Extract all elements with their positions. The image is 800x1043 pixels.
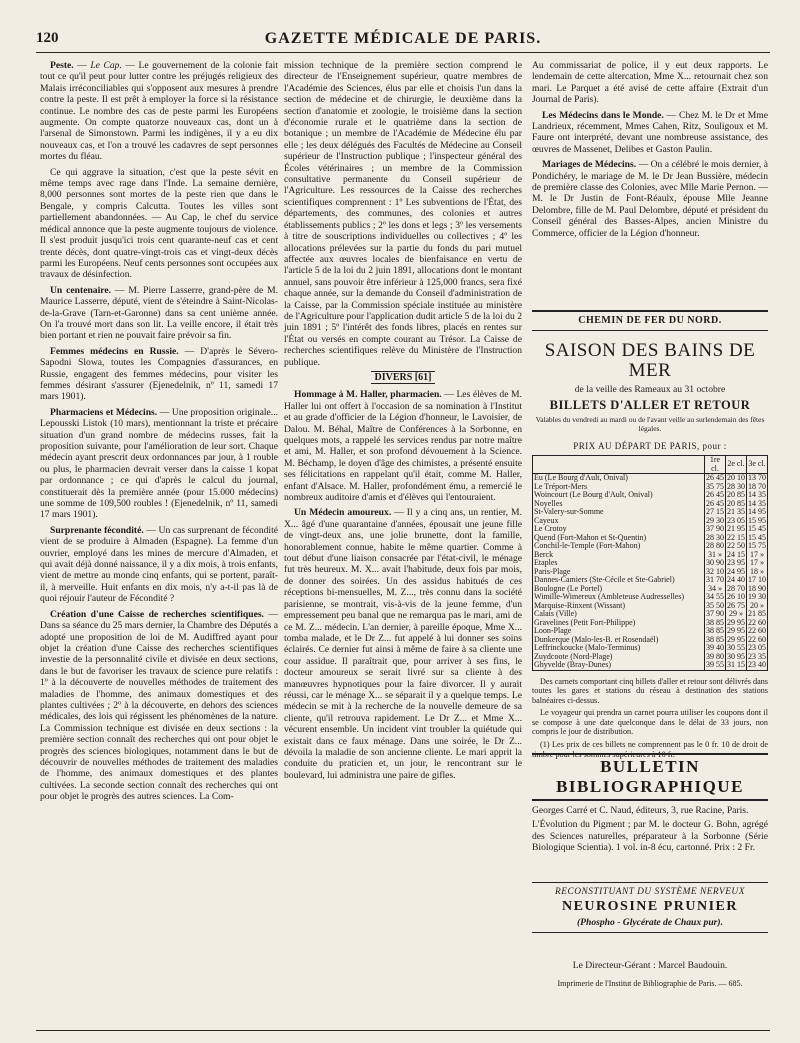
destination-cell: Étaples: [533, 559, 705, 568]
director-line: Le Directeur-Gérant : Marcel Baudouin.: [572, 960, 728, 971]
article-centenaire: [40, 285, 278, 342]
page-footer: [532, 960, 768, 988]
season-title: SAISON DES BAINS DE MER: [544, 340, 756, 381]
price-cell: 28 70: [727, 583, 745, 593]
destination-cell: Quend (Fort-Mahon et St-Quentin): [533, 534, 705, 543]
article-heading: Création d'une Caisse de recherches scientifiques.: [50, 608, 264, 620]
price-cell: 17 »: [747, 559, 768, 568]
price-cell: 37 90: [706, 609, 724, 618]
price-cell: 29 95: [727, 626, 745, 635]
header-rule: [36, 52, 770, 53]
footer-rule: [36, 1030, 770, 1031]
price-cell: 29 95: [727, 634, 745, 644]
tickets-title: BILLETS D'ALLER ET RETOUR: [549, 398, 751, 412]
price-cell: 26 10: [727, 592, 745, 601]
price-cell: 39 80: [706, 651, 724, 661]
price-cell: 30 55: [727, 643, 745, 652]
ad-product-name: NEUROSINE PRUNIER: [561, 899, 739, 914]
price-cell: 23 95: [727, 558, 745, 567]
price-cell: 18 70: [748, 481, 766, 491]
price-cell: 39 55: [706, 660, 724, 669]
article-place: Le Cap.: [90, 60, 122, 71]
article-medecins-monde: [532, 110, 768, 156]
article-medecin-amoureux: [284, 507, 522, 781]
section-heading-divers: [284, 372, 522, 383]
price-cell: 34 55: [706, 592, 724, 601]
price-table: [532, 455, 768, 671]
column-header: 3e cl.: [747, 456, 768, 474]
price-cell: 22 15: [727, 532, 745, 542]
price-cell: 35 75: [706, 481, 724, 491]
price-table-row: [533, 661, 768, 670]
destination-cell: Dannes-Camiers (Ste-Cécile et Ste-Gabriel): [533, 576, 705, 585]
price-cell: 20 10: [727, 473, 745, 482]
price-cell: 38 85: [706, 634, 724, 644]
article-caisse-recherches: [40, 609, 278, 803]
destination-cell: Boulogne (Le Portel): [533, 585, 705, 594]
price-cell: 39 40: [706, 643, 724, 652]
column-1: [40, 60, 278, 807]
page-header: [36, 28, 770, 50]
price-cell: 24 40: [727, 575, 745, 584]
price-cell: 15 75: [748, 541, 766, 550]
article-body: — Le gouvernement de la colonie fait tout ce qu'il peut pour lutter contre les préjugés religieux des Malais irréconciliables qui s'opposent aux mesures à prendre contre la peste. Il est prêt à employer la force si la résistance continue. Le nombre des cas de peste parmi les Européens augmente. On compte quatorze nouveaux cas, dont un à l'arsenal de Simonstown. Parmi les indigènes, il y a eu dix nouveaux cas, et l'on a trouvé les cadavres de sept personnes mortes du fléau.: [40, 60, 279, 163]
price-cell: 26 45: [706, 473, 724, 482]
article-body: — Une proposition originale... Lepousski Listok (10 mars), mentionnant la triste et précaire situation d'un grand nombre de médecins russes, fait la proposition suivante, pour l'amélioration de leur sort. Chaque médecin ayant prescrit deux ordonnances par jour, à 1 rouble ou plus, le pharmacien devrait verser dans la caisse 1 kopat par ordonnance ; ce qui d'après le calcul du journal, constituerait dès la première année (pour 15.000 médecins) une somme de 109,500 roubles ! (Ejenedelnik, nº 11, samedi 17 mars 1901).: [40, 406, 278, 521]
destination-cell: Le Crotoy: [533, 525, 705, 534]
price-cell: 14 35: [748, 490, 766, 499]
price-cell: 22 60: [748, 634, 766, 644]
bulletin-bibliographique: [532, 753, 768, 857]
destination-cell: Eu (Le Bourg d'Ault, Onival): [533, 474, 705, 483]
price-cell: 35 50: [706, 600, 724, 610]
bulletin-banner: BULLETIN BIBLIOGRAPHIQUE: [532, 753, 768, 801]
destination-cell: Woincourt (Le Bourg d'Ault, Onival): [533, 491, 705, 500]
destination-cell: Marquise-Rinxent (Wissant): [533, 602, 705, 611]
destination-cell: Zuydcoote (Nord-Plage): [533, 653, 705, 662]
article-heading: Surprenante fécondité.: [50, 524, 144, 536]
article-heading: Mariages de Médecins.: [542, 159, 637, 171]
price-cell: 24 95: [727, 566, 745, 576]
article-body: — D'après le Sévero-Sapodni Slowa, toutes les Compagnies d'assurances, en Russie, engagent des femmes médecins, pour visiter les femmes désirant s'assurer (Ejenedelnik, nº 11, samedi 17 mars 1901).: [40, 345, 278, 403]
article-body: — On a célébré le mois dernier, à Pondichéry, le mariage de M. le Dr Jean Bussière, médecin de première classe des Colonies, avec Mlle Marie Pernon. — M. le Dr Justin de Font-Réaulx, épouse Mlle Jeanne Delombre, fille de M. Paul Delombre, député et président du Conseil général des Basses-Alpes, ancien Ministre du Commerce, officier de la Légion d'honneur.: [532, 159, 768, 239]
article-peste-continued: Ce qui aggrave la situation, c'est que la peste sévit en même temps avec rage dans l'Inde. La semaine dernière, 8,000 personnes sont mortes de la peste rien que dans le Bengale, y compris Calcutta. Toutes les villes sont partiellement abandonnées. — Au Cap, le chef du service médical annonce que la peste augmente toujours de violence. Il s'est produit jusqu'ici trois cent quarante-neuf cas et cent trente décès, dont quatre-vingt-trois cas et vingt-deux décès parmi les Européens. Neuf cents personnes sont occupées aux travaux de désinfection.: [40, 166, 278, 281]
price-cell: 31 70: [706, 575, 724, 584]
divers-label: DIVERS [61]: [371, 371, 436, 384]
article-haller: [284, 389, 522, 503]
price-cell: 14 35: [748, 498, 766, 508]
price-table-header-row: [533, 456, 768, 474]
column-header: 1re cl.: [705, 456, 726, 474]
price-cell: 27 15: [706, 507, 724, 516]
price-cell: 23 05: [727, 515, 745, 525]
price-cell: 15 45: [748, 524, 766, 533]
article-heading: Un centenaire.: [50, 284, 111, 296]
price-cell: 38 85: [706, 617, 724, 627]
ad-tagline: RECONSTITUANT DU SYSTÈME NERVEUX: [555, 887, 745, 897]
article-heading: Les Médecins dans le Monde.: [542, 109, 664, 121]
column-3: [532, 60, 768, 243]
price-cell: 26 75: [727, 600, 745, 610]
article-pharmaciens: [40, 407, 278, 521]
column-header: [533, 456, 705, 474]
price-cell: 18 90: [748, 583, 766, 593]
price-cell: 21 95: [727, 524, 745, 533]
destination-cell: Paris-Plage: [533, 568, 705, 577]
price-cell: 13 70: [748, 473, 766, 482]
bulletin-editors: Georges Carré et C. Naud, éditeurs, 3, rue Racine, Paris.: [532, 805, 749, 816]
price-cell: 20 85: [727, 498, 745, 508]
destination-cell: Loon-Plage: [533, 627, 705, 636]
tickets-validity: Valables du vendredi au mardi ou de l'avant veille au surlendemain des fêtes légales.: [535, 415, 765, 433]
price-cell: 29 95: [727, 617, 745, 627]
railway-company: CHEMIN DE FER DU NORD.: [532, 310, 768, 331]
ad-description: (Phospho - Glycérate de Chaux pur).: [576, 917, 724, 928]
price-cell: 29 30: [706, 515, 724, 525]
railway-note: Le voyageur qui prendra un carnet pourra utiliser les coupons dont il se compose à une date quelconque dans le délai de 33 jours, non compris le jour de distribution.: [532, 708, 768, 737]
price-cell: 20 »: [747, 602, 768, 611]
price-table-body: [533, 474, 768, 671]
price-cell: 23 05: [748, 643, 766, 652]
price-cell: 15 95: [748, 515, 766, 525]
price-cell: 15 45: [748, 532, 766, 542]
price-cell: 23 35: [748, 651, 766, 661]
journal-title: GAZETTE MÉDICALE DE PARIS.: [264, 30, 542, 47]
price-cell: 20 85: [727, 490, 745, 499]
printer-imprint: Imprimerie de l'Institut de Bibliographie de Paris. — 685.: [557, 979, 743, 988]
price-cell: 26 45: [706, 498, 724, 508]
price-table-title: PRIX AU DÉPART DE PARIS, pour :: [573, 441, 727, 451]
destination-cell: Noyelles: [533, 500, 705, 509]
article-body: — Chez M. le Dr et Mme Landrieux, récemment, Mmes Cahen, Ritz, Souligoux et M. Faure ont interprété, devant une nombreuse assistance, des œuvres de Massenet, Delibes et Gaston Paulin.: [532, 109, 768, 155]
article-body: — Dans sa séance du 25 mars dernier, la Chambre des Députés a adopté une proposition de loi de M. Audiffred ayant pour objet la création d'une Caisse des recherches scientifiques investie de la personnalité civile et divisée en deux sections, dans le but de favoriser les travaux de science pure relatifs : 1º à la découverte de nouvelles méthodes de traitement des maladies de l'homme, des animaux domestiques et des plantes cultivées ; 2º à la découverte, en dehors des sciences médicales, des lois qui régissent les phénomènes de la nature. La Commission technique est divisée en deux sections : la première section connaît des recherches qui ont pour objet le progrès des sciences biologiques, notamment dans le but de découvrir de nouvelles méthodes de traitement des maladies de l'homme, des animaux domestiques et des plantes cultivées. La seconde section connaît des recherches qui ont pour objet le progrès des autres sciences. La Com-: [40, 608, 278, 803]
price-cell: 31 15: [727, 660, 745, 669]
article-body: — Un cas surprenant de fécondité vient de se produire à Almaden (Espagne). La femme d'un ouvrier, employé dans les mines de mercure d'Almaden, et qui avait déjà donné naissance, il y a dix mois, à trois enfants, vient de mettre au monde cinq enfants, qui se portent, paraît-il, à merveille. Huit enfants en dix mois, n'y a-t-il pas là de quoi réjouir l'auteur de Fécondité ?: [40, 524, 279, 605]
article-body: — M. Pierre Lasserre, grand-père de M. Maurice Lasserre, député, vient de s'éteindre à Saint-Nicolas-de-la-Grave (Tarn-et-Garonne) dans sa cent unième année. On l'a trouvé mort dans son lit. La veille encore, il était très bien portant et rien ne pouvait faire prévoir sa fin.: [40, 284, 279, 342]
bulletin-book-entry: L'Évolution du Pigment ; par M. le docteur G. Bohn, agrégé des Sciences naturelles, préparateur à la Sorbonne (Série Biologique Scientia). 1 vol. in-8 écu, cartonné. Prix : 2 Fr.: [532, 819, 768, 854]
column-2: [284, 60, 522, 785]
price-cell: 22 60: [748, 617, 766, 627]
price-cell: 17 10: [748, 575, 766, 584]
price-cell: 21 35: [727, 507, 745, 516]
price-cell: 14 95: [748, 507, 766, 516]
destination-cell: Le Tréport-Mers: [533, 483, 705, 492]
article-heading: Femmes médecins en Russie.: [50, 345, 179, 357]
article-heading: Peste.: [50, 60, 74, 71]
price-cell: 37 90: [706, 524, 724, 533]
price-cell: 18 »: [747, 568, 768, 577]
article-heading: Un Médecin amoureux.: [294, 507, 392, 519]
railway-note: Des carnets comportant cinq billets d'aller et retour sont délivrés dans toutes les gares et stations du réseau à destination des stations balnéaires ci-dessus.: [532, 676, 768, 705]
destination-cell: Calais (Ville): [533, 610, 705, 619]
railway-notes: [532, 677, 768, 760]
article-body: — Il y a cinq ans, un rentier, M. X... âgé d'une quarantaine d'années, épousait une jeune fille de vingt-deux ans, une jolie brunette, dont la famille, honorablement connue, habite le même quartier. Comme à tout début d'une liaison consacrée par l'état-civil, le ménage fut très heureux. M. X... avait l'habitude, deux fois par mois, de donner des soirées. Un des assidus habitués de ces réceptions bi-mensuelles, M. Z..., très connu dans la société parisienne, se montrait, vis-à-vis de la jeune femme, d'un empressement peu banal que ne remarqua pas le mari, ami de ce M. Z... médecin. L'an dernier, à pareille époque, Mme X... tomba malade, et le Dr Z... fut appelé à lui donner ses soins éclairés. Ce dernier fut ainsi à même de faire à sa cliente une cour assidue. Il paraîtrait que, pour arriver à ses fins, le docteur amoureux se serait livré sur sa cliente à des manœuvres hypnotiques pour la faire divorcer. Il y aurait réussi, car le ménage X... se séparait il y a quelque temps. Le médecin se mit à la recherche de la nouvelle demeure de sa cliente, qu'il retrouva rapidement. Le Dr Z... et Mme X... vécurent ensemble. Un incident vint troubler la quiétude qui existait dans ce faux ménage. Dans une soirée, le Dr Z... dévoila la maladie de son ancienne cliente. Le mari apprit la conduite du praticien et, un jour, le rencontrant sur le boulevard, lui administra une paire de gifles.: [284, 507, 522, 781]
price-cell: 28 30: [706, 532, 724, 542]
price-cell: 28 80: [706, 541, 724, 550]
price-cell: 31 »: [705, 551, 726, 560]
railway-note: (1) Les prix de ces billets ne comprennent pas le 0 fr. 10 de droit de timbre pour les sommes supérieures à 10 fr.: [532, 740, 768, 759]
page-number: 120: [36, 30, 59, 46]
article-heading: Hommage à M. Haller, pharmacien.: [294, 389, 442, 401]
destination-cell: Ghyvelde (Bray-Dunes): [533, 661, 705, 670]
destination-cell: Wimille-Wimereux (Ambleteuse Audresselles): [533, 593, 705, 602]
price-cell: 19 30: [748, 592, 766, 601]
destination-cell: Gravelines (Petit Fort-Philippe): [533, 619, 705, 628]
neurosine-advertisement: [532, 882, 768, 933]
price-cell: 21 85: [748, 609, 766, 618]
destination-cell: Dunkerque (Malo-les-B. et Rosendaël): [533, 636, 705, 645]
destination-cell: Berck: [533, 551, 705, 560]
railway-advertisement: [532, 310, 768, 762]
article-body: — Les élèves de M. Haller lui ont offert à l'occasion de sa nomination à l'Institut et au grade d'officier de la Légion d'honneur, le Lavoisier, de Dalou. M. Béhal, Maître de Conférences à la Sorbonne, en quelques mots, a rappelé les services rendus par notre maître et ami, M. Haller, et son profond dévouement à la Science. M. Béchamp, le doyen d'âge des chimistes, a présenté ensuite ses félicitations en rappelant qu'il était, comme M. Haller, enfant d'Alsace. M. Haller, profondément ému, a remercié le nombreux auditoire d'amis et d'élèves qui l'entouraient.: [284, 389, 522, 504]
price-cell: 34 »: [705, 585, 726, 594]
price-cell: 26 45: [706, 490, 724, 499]
destination-cell: Conchil-le-Temple (Fort-Mahon): [533, 542, 705, 551]
price-cell: 23 40: [748, 660, 766, 669]
price-cell: 38 85: [706, 626, 724, 635]
article-femmes-medecins: [40, 346, 278, 403]
article-heading: Pharmaciens et Médecins.: [50, 406, 158, 418]
article-caisse-continued: mission technique de la première section comprend le directeur de l'Enseignement supérieur, quatre membres de l'Académie des Sciences, élus par elle et choisis l'un dans la section de médecine et de chirurgie, le deuxième dans la section d'anatomie et zoologie, le troisième dans la section d'économie rurale et le quatrième dans la section de botanique ; un membre de l'Académie de Médecine élu par elle ; les deux délégués des Facultés de Médecine au Conseil supérieur de l'Instruction publique ; l'inspecteur général des Écoles vétérinaires ; un membre de la Commission consultative permanente du Conseil supérieur de l'Agriculture. Les ressources de la Caisse des recherches scientifiques comprennent : 1º Les subventions de l'État, des départements, des communes, des colonies et autres établissements publics ; 2º les dons et legs ; 3º les versements à titre de souscriptions individuelles ou collectives ; 4º les allocations prélevées sur la partie du fonds du pari mutuel affectée aux œuvres locales de bienfaisance en vertu de l'article 5 de la loi du 2 juin 1891, allocations dont le montant annuel, sans pouvoir être inférieur à 125,000 francs, sera fixé chaque année, sur la demande du Conseil d'administration de la Caisse, par la Commission spéciale instituée au ministère de l'Agriculture pour l'application dudit article 5 de la loi du 2 juin 1891 ; 5º l'intérêt des fonds libres, placés en rentes sur l'État ou versés en compte courant au Trésor. La Caisse de recherches scientifiques relève du Ministère de l'Instruction publique.: [284, 60, 522, 368]
price-cell: 30 95: [727, 651, 745, 661]
price-cell: 24 15: [727, 549, 745, 559]
price-cell: 32 10: [706, 566, 724, 576]
price-cell: 22 50: [727, 541, 745, 550]
article-peste: Peste. — Le Cap. — Le gouvernement de la colonie fait tout ce qu'il peut pour lutter contre les préjugés religieux des Malais irréconciliables qui s'opposent aux mesures à prendre contre la peste. Il est prêt à employer la force si la résistance continue. Le nombre des cas de peste parmi les Européens augmente. On compte quatorze nouveaux cas, dont un à l'arsenal de Simonstown. Parmi les indigènes, il y a eu dix nouveaux cas, et l'on a trouvé les cadavres de sept personnes mortes du fléau.: [40, 60, 279, 163]
price-cell: 30 90: [706, 558, 724, 567]
destination-cell: Leffrinckoucke (Malo-Terminus): [533, 644, 705, 653]
price-cell: 29 »: [726, 610, 747, 619]
price-cell: 17 »: [747, 551, 768, 560]
article-fecondite: [40, 525, 278, 605]
price-cell: 28 30: [727, 481, 745, 491]
article-amoureux-continued: Au commissariat de police, il y eut deux rapports. Le lendemain de cette altercation, Mme X... retournait chez son mari. Le Parquet a été avisé de cette affaire (Extrait d'un Journal de Paris).: [532, 60, 768, 106]
destination-cell: St-Valery-sur-Somme: [533, 508, 705, 517]
column-header: 2e cl.: [726, 456, 747, 474]
price-cell: 22 60: [748, 626, 766, 635]
article-mariages: [532, 159, 768, 239]
season-dates: de la veille des Rameaux au 31 octobre: [574, 384, 726, 395]
destination-cell: Cayeux: [533, 517, 705, 526]
